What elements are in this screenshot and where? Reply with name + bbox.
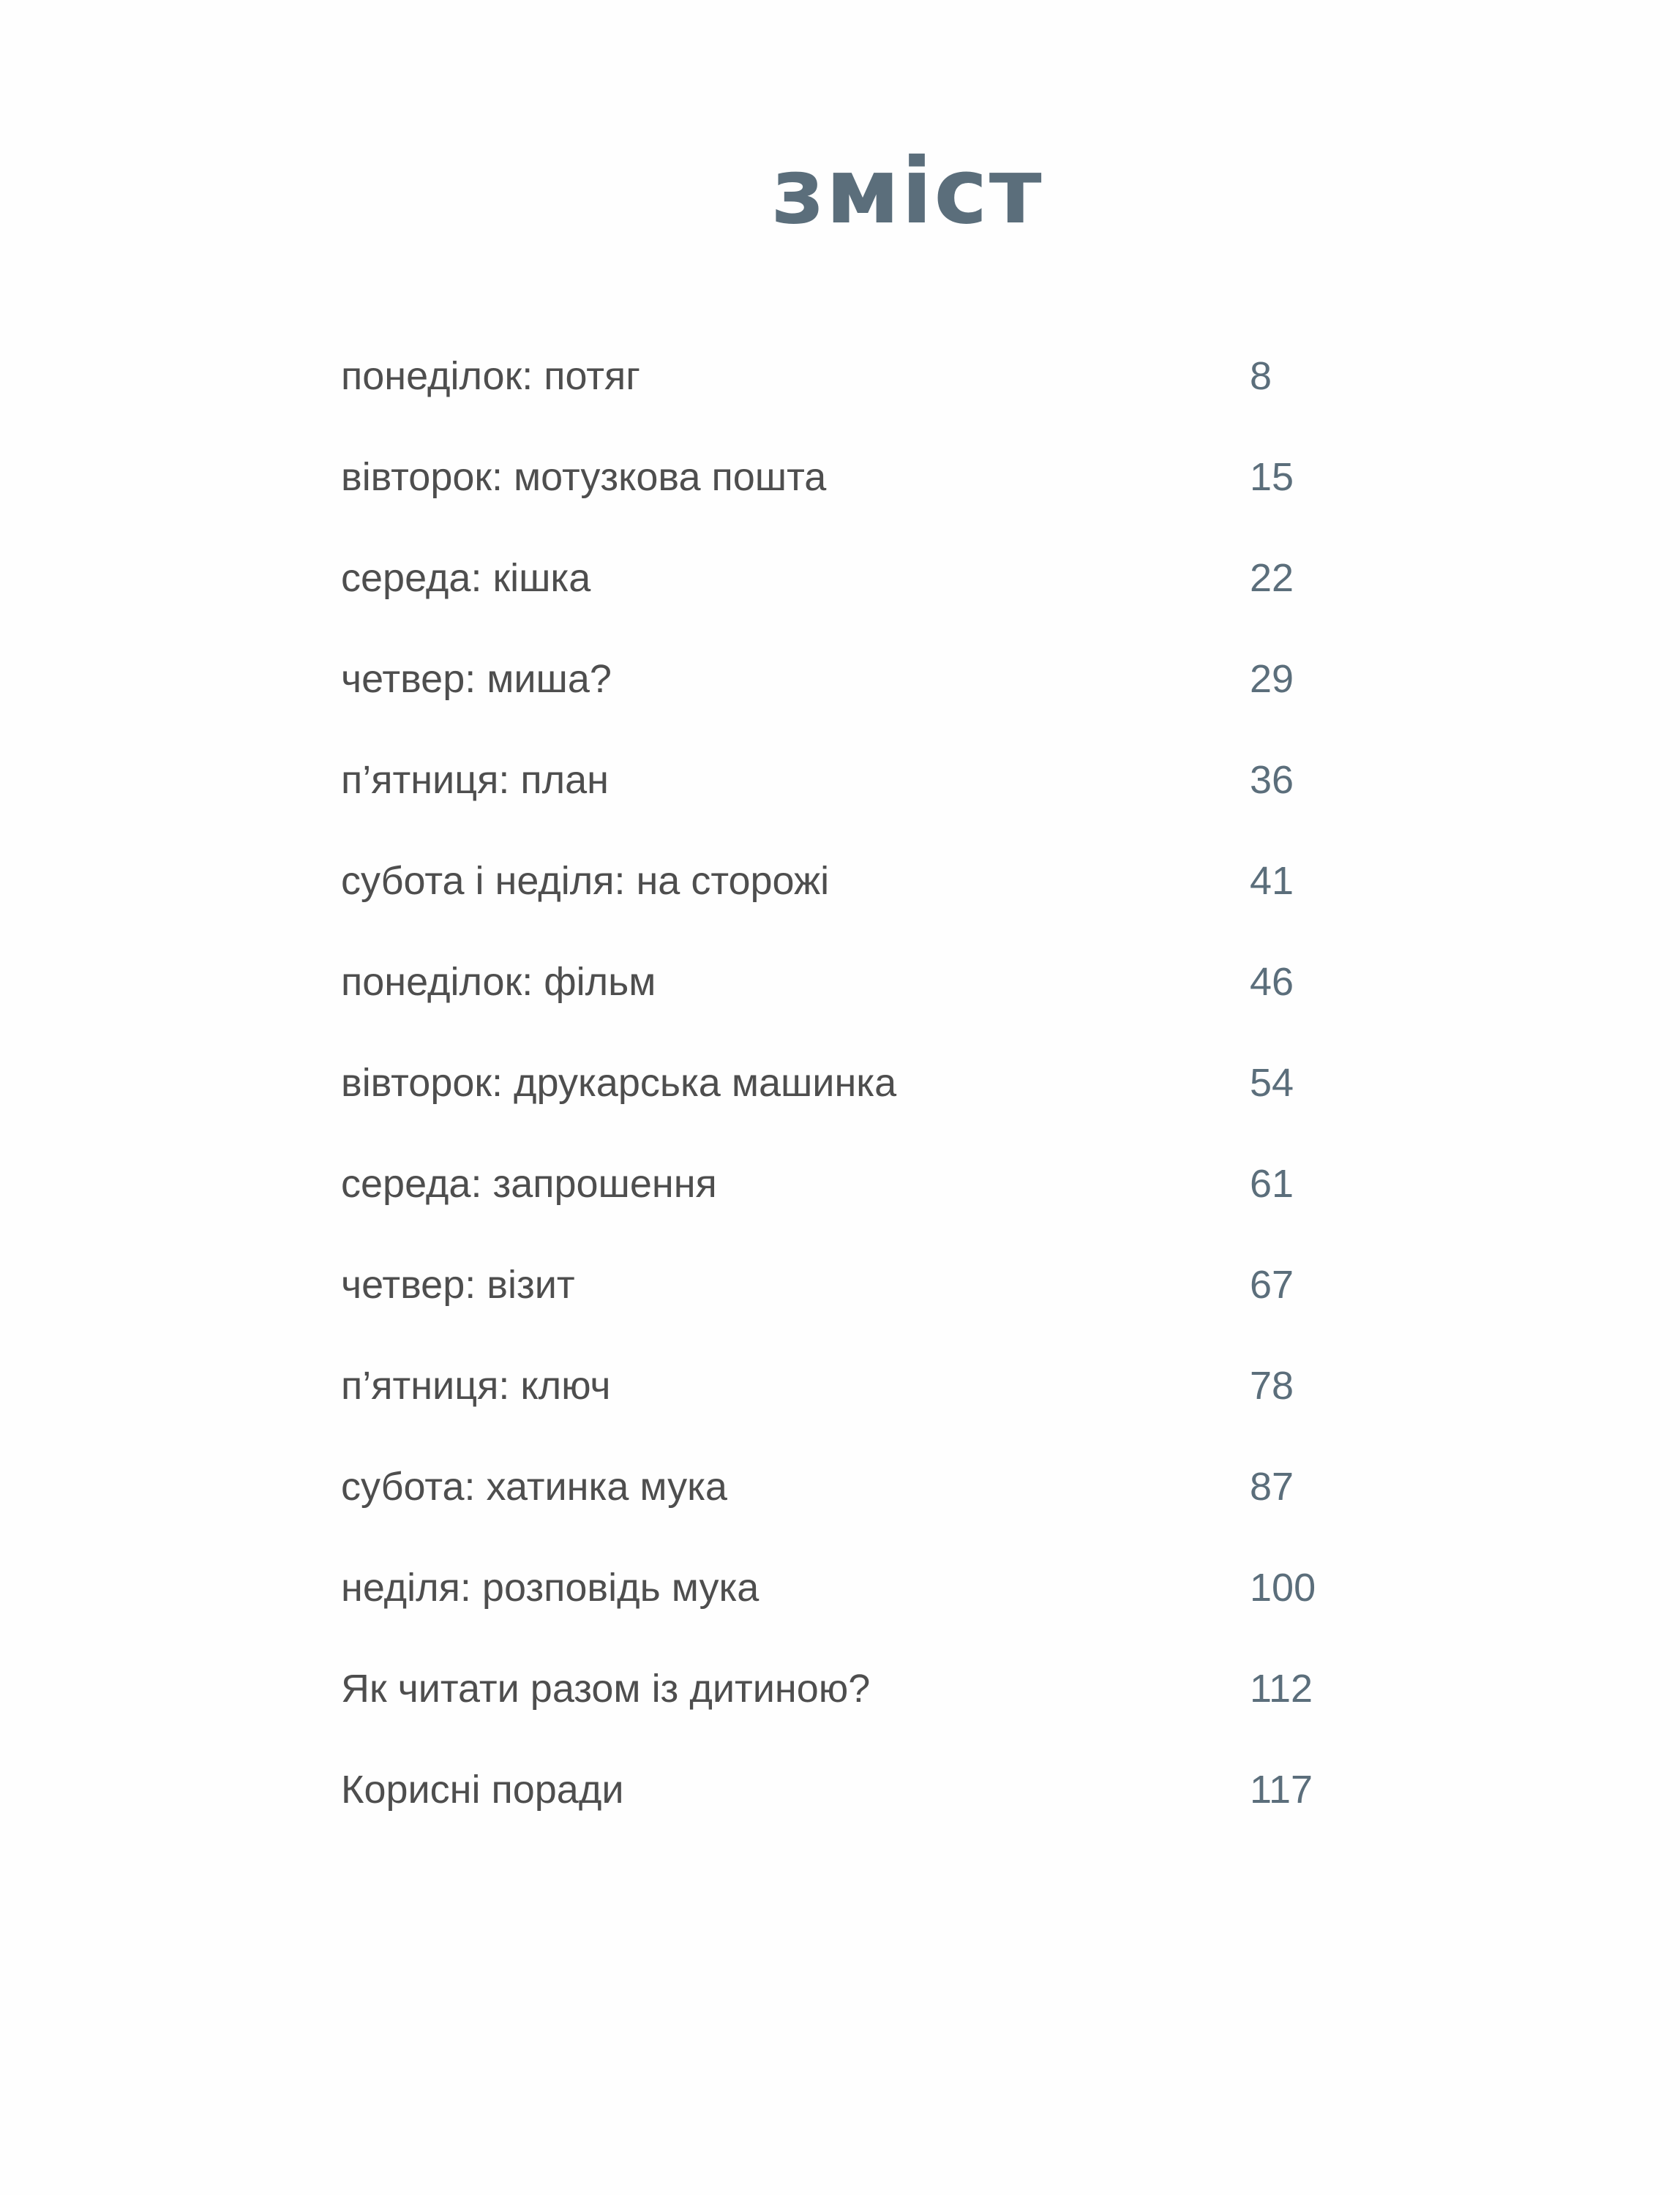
toc-entry[interactable]: [0, 1054, 1680, 1112]
toc-entry-title: середа: запрошення: [341, 1162, 717, 1206]
toc-entry-title: четвер: миша?: [341, 657, 612, 701]
toc-entry[interactable]: [0, 751, 1680, 809]
toc-entry-page: 61: [1250, 1162, 1294, 1206]
toc-entry-title: п’ятниця: ключ: [341, 1364, 611, 1408]
page-title: зміст: [771, 139, 1043, 244]
toc-entry[interactable]: [0, 1659, 1680, 1718]
toc-entry[interactable]: [0, 953, 1680, 1011]
toc-entry-page: 8: [1250, 354, 1272, 398]
toc-entry-title: субота і неділя: на сторожі: [341, 859, 830, 903]
toc-entry[interactable]: [0, 650, 1680, 708]
toc-entry-title: середа: кішка: [341, 556, 591, 600]
toc-entry-title: понеділок: фільм: [341, 960, 656, 1004]
toc-entry[interactable]: [0, 1558, 1680, 1617]
toc-entry-title: вівторок: мотузкова пошта: [341, 455, 827, 499]
toc-entry-page: 41: [1250, 859, 1294, 903]
toc-entry-page: 112: [1250, 1667, 1313, 1711]
toc-entry-title: неділя: розповідь мука: [341, 1566, 760, 1610]
toc-entry[interactable]: [0, 448, 1680, 506]
toc-entry-page: 87: [1250, 1465, 1294, 1509]
toc-entry-page: 29: [1250, 657, 1294, 701]
toc-entry-page: 36: [1250, 758, 1294, 802]
toc-entry-title: п’ятниця: план: [341, 758, 609, 802]
toc-entry-title: субота: хатинка мука: [341, 1465, 727, 1509]
toc-entry-title: вівторок: друкарська машинка: [341, 1061, 897, 1105]
toc-entry[interactable]: [0, 1760, 1680, 1819]
toc-entry-page: 54: [1250, 1061, 1294, 1105]
toc-entry[interactable]: [0, 549, 1680, 607]
toc-entry-page: 22: [1250, 556, 1294, 600]
toc-entry-title: Як читати разом із дитиною?: [341, 1667, 871, 1711]
toc-entry[interactable]: [0, 1155, 1680, 1213]
toc-entry-page: 46: [1250, 960, 1294, 1004]
toc-entry-title: понеділок: потяг: [341, 354, 640, 398]
toc-entry-page: 117: [1250, 1768, 1313, 1812]
toc-entry-page: 100: [1250, 1566, 1316, 1610]
toc-entry-title: Корисні поради: [341, 1768, 624, 1812]
toc-entry[interactable]: [0, 852, 1680, 910]
toc-entry[interactable]: [0, 1357, 1680, 1415]
toc-entry-title: четвер: візит: [341, 1263, 575, 1307]
toc-entry-page: 67: [1250, 1263, 1294, 1307]
toc-entry-page: 78: [1250, 1364, 1294, 1408]
toc-entry-page: 15: [1250, 455, 1294, 499]
toc-entry[interactable]: [0, 347, 1680, 405]
toc-entry[interactable]: [0, 1256, 1680, 1314]
toc-entry[interactable]: [0, 1457, 1680, 1516]
